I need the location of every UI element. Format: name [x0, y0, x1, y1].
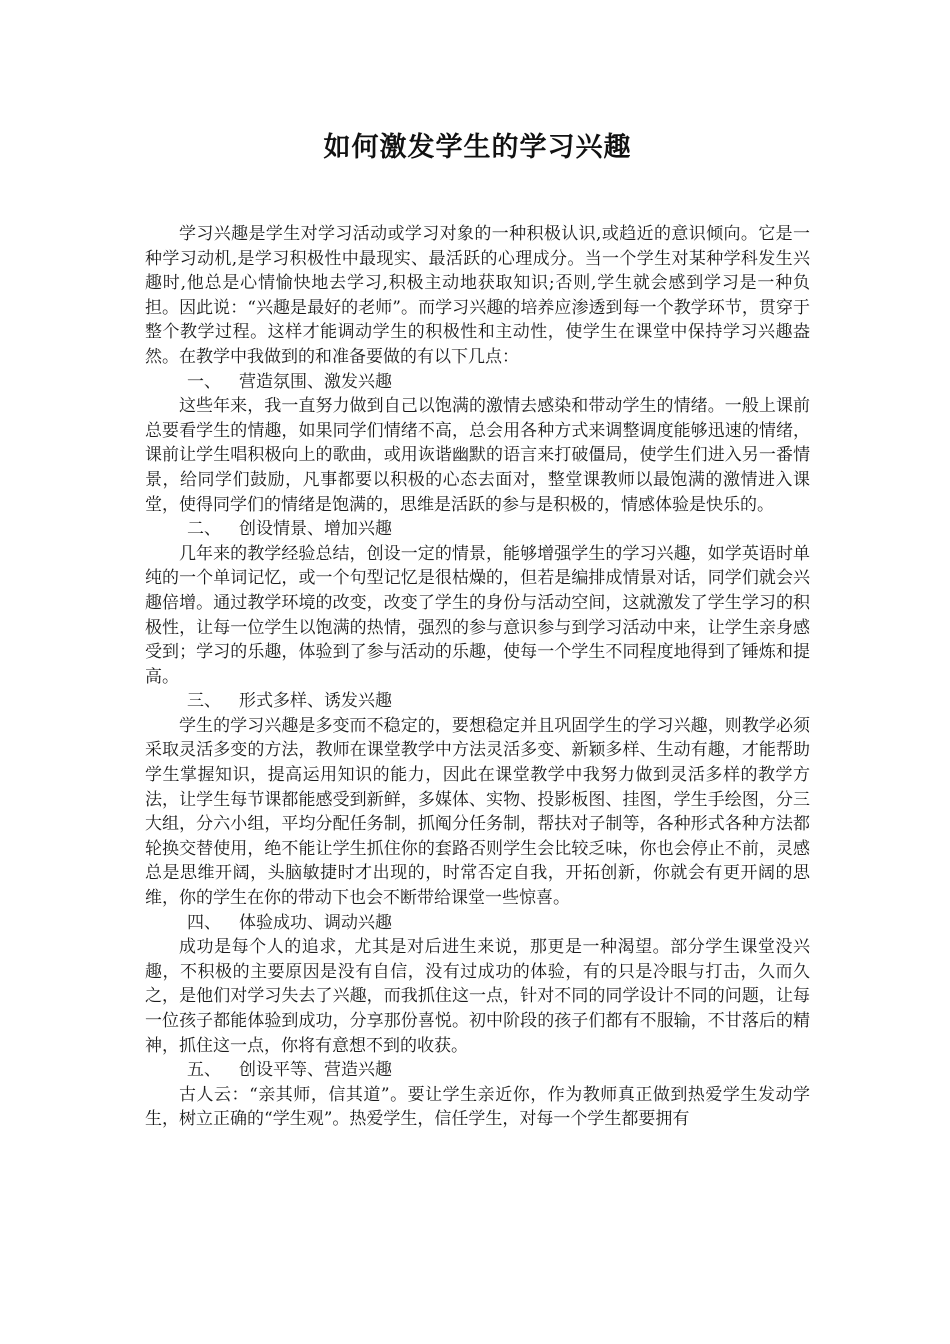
- section-title: 创设情景、增加兴趣: [239, 519, 392, 540]
- document-title: 如何激发学生的学习兴趣: [323, 132, 632, 163]
- section-heading-5: [145, 1058, 810, 1083]
- section-paragraph-1: 这些年来，我一直努力做到自己以饱满的激情去感染和带动学生的情绪。一般上课前总要看学生的情趣，如果同学们情绪不高，总会用各种方式来调整调度能够迅速的情绪，课前让学生唱积极向上的歌曲，或用诙谐幽默的语言来打破僵局，使学生们进入另一番情景，给同学们鼓励，凡事都要以积极的心态去面对，整堂课教师以最饱满的激情进入课堂，使得同学们的情绪是饱满的，思维是活跃的参与是积极的，情感体验是快乐的。: [145, 396, 810, 515]
- section-title: 体验成功、调动兴趣: [239, 912, 392, 933]
- section-heading-3: [145, 689, 810, 714]
- intro-paragraph: 学习兴趣是学生对学习活动或学习对象的一种积极认识,或趋近的意识倾向。它是一种学习动机,是学习积极性中最现实、最活跃的心理成分。当一个学生对某种学科发生兴趣时,他总是心情愉快地去学习,积极主动地获取知识;否则,学生就会感到学习是一种负担。因此说：“兴趣是最好的老师”。而学习兴趣的培养应渗透到每一个教学环节，贯穿于整个教学过程。这样才能调动学生的积极性和主动性，使学生在课堂中保持学习兴趣盎然。在教学中我做到的和准备要做的有以下几点：: [145, 224, 810, 367]
- section-number: 三、: [187, 691, 221, 712]
- section-number: 四、: [187, 912, 221, 933]
- section-title: 创设平等、营造兴趣: [239, 1060, 392, 1081]
- document-body: [145, 222, 810, 1132]
- section-number: 五、: [187, 1060, 221, 1081]
- section-heading-2: [145, 517, 810, 542]
- section-heading-1: [145, 370, 810, 395]
- document-page: [145, 128, 810, 1132]
- section-heading-4: [145, 911, 810, 936]
- section-title: 营造氛围、激发兴趣: [239, 371, 392, 392]
- section-paragraph-4: 成功是每个人的追求，尤其是对后进生来说，那更是一种渴望。部分学生课堂没兴趣，不积极的主要原因是没有自信，没有过成功的体验，有的只是冷眼与打击，久而久之，是他们对学习失去了兴趣，而我抓住这一点，针对不同的同学设计不同的问题，让每一位孩子都能体验到成功，分享那份喜悦。初中阶段的孩子们都有不服输，不甘落后的精神，抓住这一点，你将有意想不到的收获。: [145, 937, 810, 1056]
- section-paragraph-2: 几年来的教学经验总结，创设一定的情景，能够增强学生的学习兴趣，如学英语时单纯的一个单词记忆，或一个句型记忆是很枯燥的，但若是编排成情景对话，同学们就会兴趣倍增。通过教学环境的改变，改变了学生的身份与活动空间，这就激发了学生学习的积极性，让每一位学生以饱满的热情，强烈的参与意识参与到学习活动中来，让学生亲身感受到；学习的乐趣，体验到了参与活动的乐趣，使每一个学生不同程度地得到了锤炼和提高。: [145, 543, 810, 687]
- section-paragraph-5: 古人云：“亲其师，信其道”。要让学生亲近你，作为教师真正做到热爱学生发动学生，树立正确的“学生观”。热爱学生，信任学生，对每一个学生都要拥有: [145, 1084, 810, 1130]
- section-number: 一、: [187, 371, 221, 392]
- section-title: 形式多样、诱发兴趣: [239, 691, 392, 712]
- section-number: 二、: [187, 519, 221, 540]
- section-paragraph-3: 学生的学习兴趣是多变而不稳定的，要想稳定并且巩固学生的学习兴趣，则教学必须采取灵活多变的方法，教师在课堂教学中方法灵活多变、新颖多样、生动有趣，才能帮助学生掌握知识，提高运用知识的能力，因此在课堂教学中我努力做到灵活多样的教学方法，让学生每节课都能感受到新鲜，多媒体、实物、投影板图、挂图，学生手绘图，分三大组，分六小组，平均分配任务制，抓阄分任务制，帮扶对子制等，各种形式各种方法都轮换交替使用，绝不能让学生抓住你的套路否则学生会比较乏味，你也会停止不前，灵感总是思维开阔，头脑敏捷时才出现的，时常否定自我，开拓创新，你就会有更开阔的思维，你的学生在你的带动下也会不断带给课堂一些惊喜。: [145, 715, 810, 909]
